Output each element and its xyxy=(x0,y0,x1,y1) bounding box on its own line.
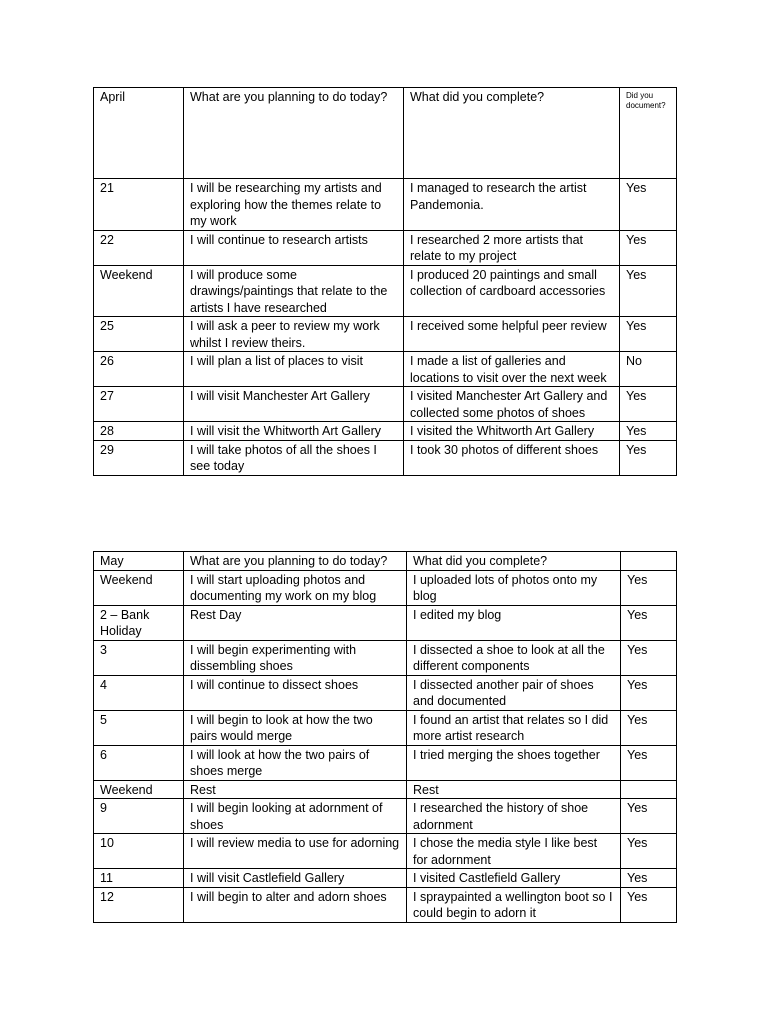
plan-cell: I will ask a peer to review my work whilst I review theirs. xyxy=(184,317,404,352)
day-cell: 22 xyxy=(94,230,184,265)
documented-cell: No xyxy=(620,352,677,387)
documented-cell: Yes xyxy=(620,387,677,422)
documented-cell: Yes xyxy=(621,675,677,710)
plan-cell: I will be researching my artists and exploring how the themes relate to my work xyxy=(184,179,404,231)
plan-cell: I will take photos of all the shoes I see today xyxy=(184,440,404,475)
plan-cell: I will review media to use for adorning xyxy=(184,834,407,869)
documented-cell: Yes xyxy=(620,179,677,231)
day-cell: 9 xyxy=(94,799,184,834)
documented-cell xyxy=(621,780,677,799)
plan-cell: I will continue to dissect shoes xyxy=(184,675,407,710)
completed-cell: I took 30 photos of different shoes xyxy=(404,440,620,475)
plan-cell: Rest Day xyxy=(184,605,407,640)
table-row xyxy=(94,317,677,352)
table-row xyxy=(94,675,677,710)
completed-cell: I managed to research the artist Pandemonia. xyxy=(404,179,620,231)
completed-cell: I made a list of galleries and locations to visit over the next week xyxy=(404,352,620,387)
table-row xyxy=(94,422,677,441)
table-row xyxy=(94,780,677,799)
documented-cell: Yes xyxy=(621,834,677,869)
completed-cell: I chose the media style I like best for adornment xyxy=(407,834,621,869)
completed-cell: I dissected a shoe to look at all the different components xyxy=(407,640,621,675)
plan-column-header: What are you planning to do today? xyxy=(184,88,404,179)
table-row xyxy=(94,230,677,265)
day-cell: Weekend xyxy=(94,780,184,799)
plan-column-header: What are you planning to do today? xyxy=(184,552,407,571)
documented-cell: Yes xyxy=(621,799,677,834)
completed-cell: I found an artist that relates so I did more artist research xyxy=(407,710,621,745)
plan-cell: I will produce some drawings/paintings that relate to the artists I have researched xyxy=(184,265,404,317)
table-row xyxy=(94,640,677,675)
plan-cell: I will begin to look at how the two pairs would merge xyxy=(184,710,407,745)
day-cell: 6 xyxy=(94,745,184,780)
day-cell: 11 xyxy=(94,869,184,888)
day-cell: Weekend xyxy=(94,570,184,605)
completed-column-header: What did you complete? xyxy=(407,552,621,571)
day-cell: 26 xyxy=(94,352,184,387)
documented-cell: Yes xyxy=(620,422,677,441)
completed-cell: I dissected another pair of shoes and documented xyxy=(407,675,621,710)
documented-cell: Yes xyxy=(621,887,677,922)
completed-cell: I uploaded lots of photos onto my blog xyxy=(407,570,621,605)
table-row xyxy=(94,352,677,387)
plan-cell: Rest xyxy=(184,780,407,799)
may-log-table xyxy=(93,551,677,923)
completed-cell: I researched the history of shoe adornment xyxy=(407,799,621,834)
plan-cell: I will look at how the two pairs of shoes merge xyxy=(184,745,407,780)
table-row xyxy=(94,834,677,869)
plan-cell: I will visit the Whitworth Art Gallery xyxy=(184,422,404,441)
table-row xyxy=(94,179,677,231)
completed-cell: I edited my blog xyxy=(407,605,621,640)
completed-cell: I spraypainted a wellington boot so I could begin to adorn it xyxy=(407,887,621,922)
documented-column-header xyxy=(621,552,677,571)
table-row xyxy=(94,745,677,780)
day-cell: 2 – Bank Holiday xyxy=(94,605,184,640)
day-cell: 21 xyxy=(94,179,184,231)
documented-cell: Yes xyxy=(621,605,677,640)
day-cell: Weekend xyxy=(94,265,184,317)
documented-cell: Yes xyxy=(621,869,677,888)
completed-cell: I tried merging the shoes together xyxy=(407,745,621,780)
completed-cell: I researched 2 more artists that relate to my project xyxy=(404,230,620,265)
plan-cell: I will begin to alter and adorn shoes xyxy=(184,887,407,922)
april-month-header: April xyxy=(94,88,184,179)
documented-cell: Yes xyxy=(620,440,677,475)
documented-cell: Yes xyxy=(621,570,677,605)
documented-cell: Yes xyxy=(620,265,677,317)
documented-cell: Yes xyxy=(620,230,677,265)
day-cell: 4 xyxy=(94,675,184,710)
day-cell: 10 xyxy=(94,834,184,869)
day-cell: 25 xyxy=(94,317,184,352)
documented-cell: Yes xyxy=(621,745,677,780)
plan-cell: I will begin experimenting with dissembling shoes xyxy=(184,640,407,675)
april-table-body xyxy=(94,88,677,476)
table-row xyxy=(94,710,677,745)
day-cell: 5 xyxy=(94,710,184,745)
april-header-row xyxy=(94,88,677,179)
documented-cell: Yes xyxy=(621,640,677,675)
may-header-row xyxy=(94,552,677,571)
plan-cell: I will visit Manchester Art Gallery xyxy=(184,387,404,422)
documented-cell: Yes xyxy=(620,317,677,352)
may-table-body xyxy=(94,552,677,923)
plan-cell: I will begin looking at adornment of shoes xyxy=(184,799,407,834)
table-row xyxy=(94,570,677,605)
completed-cell: I received some helpful peer review xyxy=(404,317,620,352)
plan-cell: I will start uploading photos and documenting my work on my blog xyxy=(184,570,407,605)
completed-cell: I produced 20 paintings and small collection of cardboard accessories xyxy=(404,265,620,317)
may-month-header: May xyxy=(94,552,184,571)
completed-cell: I visited the Whitworth Art Gallery xyxy=(404,422,620,441)
day-cell: 12 xyxy=(94,887,184,922)
table-row xyxy=(94,265,677,317)
day-cell: 28 xyxy=(94,422,184,441)
day-cell: 3 xyxy=(94,640,184,675)
plan-cell: I will continue to research artists xyxy=(184,230,404,265)
documented-column-header: Did you document? xyxy=(620,88,677,179)
table-row xyxy=(94,440,677,475)
completed-cell: Rest xyxy=(407,780,621,799)
documented-cell: Yes xyxy=(621,710,677,745)
day-cell: 29 xyxy=(94,440,184,475)
table-row xyxy=(94,799,677,834)
completed-column-header: What did you complete? xyxy=(404,88,620,179)
table-row xyxy=(94,887,677,922)
table-row xyxy=(94,869,677,888)
april-log-table xyxy=(93,87,677,476)
completed-cell: I visited Castlefield Gallery xyxy=(407,869,621,888)
plan-cell: I will plan a list of places to visit xyxy=(184,352,404,387)
plan-cell: I will visit Castlefield Gallery xyxy=(184,869,407,888)
table-row xyxy=(94,387,677,422)
completed-cell: I visited Manchester Art Gallery and collected some photos of shoes xyxy=(404,387,620,422)
day-cell: 27 xyxy=(94,387,184,422)
table-row xyxy=(94,605,677,640)
